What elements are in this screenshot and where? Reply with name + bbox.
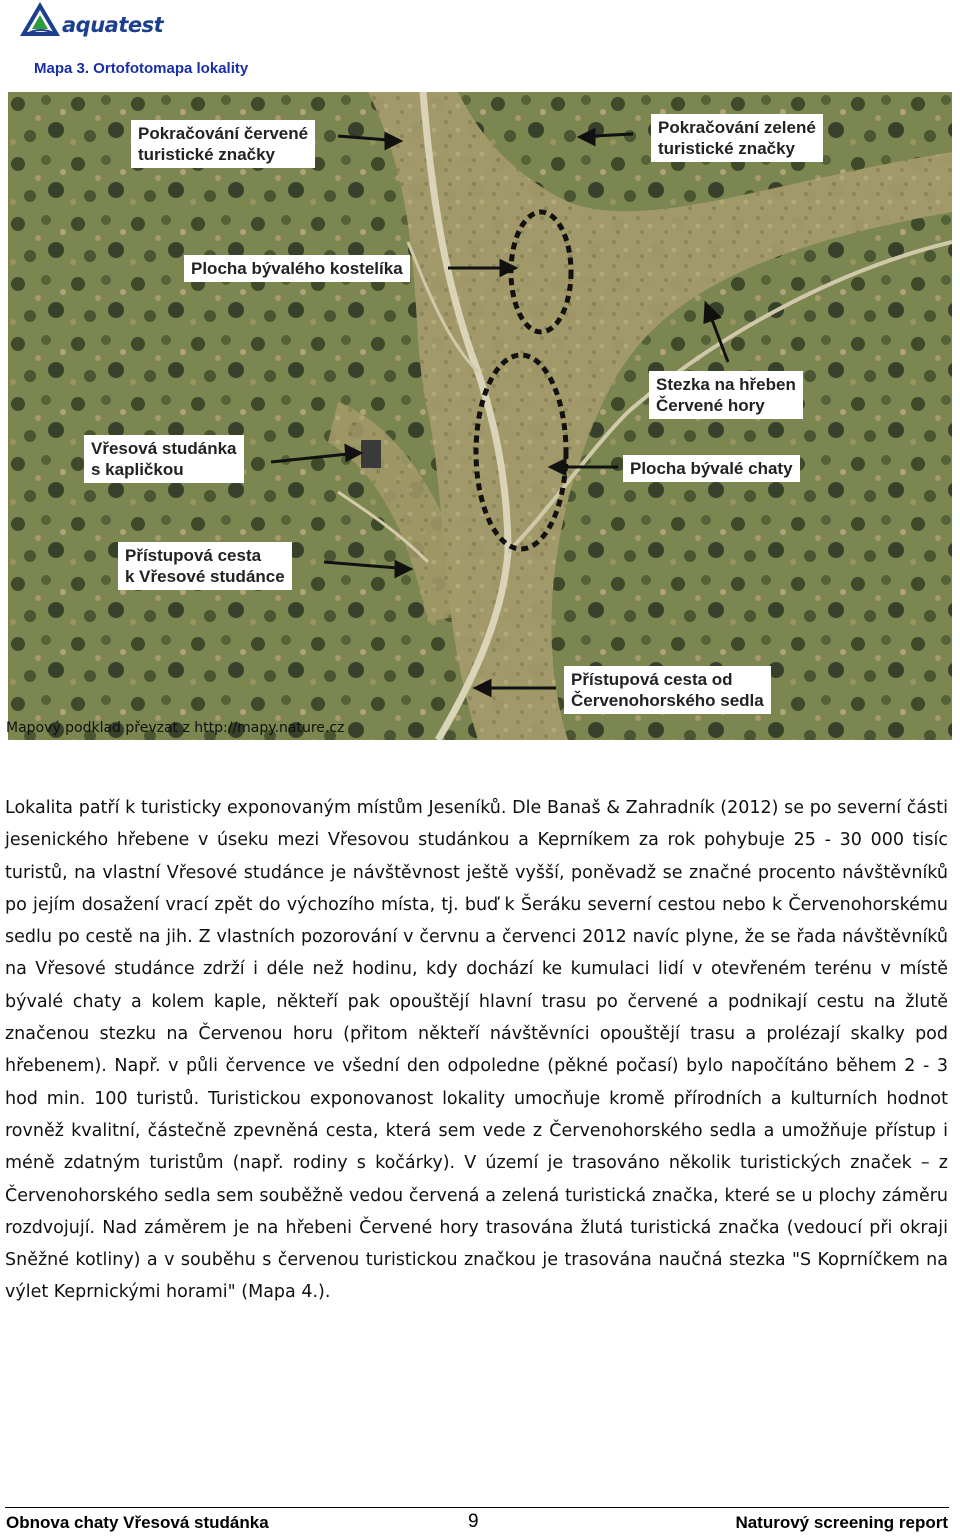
map-source: Mapový podklad převzat z http://mapy.nature.cz bbox=[6, 720, 345, 736]
label-spring-chapel: Vřesová studánka s kapličkou bbox=[84, 435, 244, 483]
body-paragraph: Lokalita patří k turisticky exponovaným místům Jeseníků. Dle Banaš & Zahradník (2012) se po severní části jesenického hřebene v úseku mezi Vřesovou studánkou a Keprníkem za rok pohybuje 25 - 30 000 tisíc turistů, na vlastní Vřesové studánce je návštěvnost ještě vyšší, poněvadž se značné procento návštěvníků po jejím dosažení vrací zpět do výchozího místa, tj. buď k Šeráku severní cestou nebo k Červenohorskému sedlu po cestě na jih. Z vlastních pozorování v červnu a červenci 2012 navíc plyne, že se řada návštěvníků na Vřesové studánce zdrží i déle než hodinu, kdy dochází ke kumulaci lidí v otevřeném terénu v místě bývalé chaty a kolem kaple, někteří pak opouštějí hlavní trasu po červené a podnikají cestu na žlutě značenou stezku na Červenou horu (přitom někteří návštěvníci opouštějí trasu a prolézají skalky pod hřebenem). Např. v půli července ve všední den odpoledne (pěkné počasí) bylo napočítáno během 2 - 3 hod min. 100 turistů. Turistickou exponovanost lokality umocňuje kromě přírodních a kulturních hodnot rovněž kvalitní, částečně zpevněná cesta, která sem vede z Červenohorského sedla a umožňuje přístup i méně zdatným turistům (např. rodiny s kočárky). V území je trasováno několik turistických značek – z Červenohorského sedla sem souběžně vedou červená a zelená turistická značka, které se u plochy záměru rozdvojují. Nad záměrem je na hřebeni Červené hory trasována žlutá turistická značka (vedoucí při okraji Sněžné kotliny) a v souběhu s červenou turistickou značkou je trasována naučná stezka "S Koprníčkem na výlet Keprnickými horami" (Mapa 4.). bbox=[5, 798, 948, 1303]
label-church-area: Plocha bývalého kostelíka bbox=[184, 255, 410, 282]
label-red-trail: Pokračování červené turistické značky bbox=[131, 120, 315, 168]
aquatest-triangle-logo-icon bbox=[18, 0, 62, 40]
aquatest-logo bbox=[18, 0, 178, 40]
label-access-path: Přístupová cesta k Vřesové studánce bbox=[118, 542, 292, 590]
map-caption: Mapa 3. Ortofotomapa lokality bbox=[34, 60, 249, 77]
footer-document-title: Obnova chaty Vřesová studánka bbox=[6, 1513, 269, 1532]
logo-text: aquatest bbox=[62, 13, 164, 37]
footer-report-title: Naturový screening report bbox=[735, 1513, 948, 1532]
page-number: 9 bbox=[468, 1511, 479, 1532]
label-green-trail: Pokračování zelené turistické značky bbox=[651, 114, 823, 162]
label-ridge-path: Stezka na hřeben Červené hory bbox=[649, 371, 803, 419]
orthophoto-map bbox=[8, 92, 952, 740]
orthophoto-image bbox=[8, 92, 952, 740]
label-access-saddle: Přístupová cesta od Červenohorského sedla bbox=[564, 666, 771, 714]
label-cottage-area: Plocha bývalé chaty bbox=[623, 455, 800, 482]
footer-divider bbox=[5, 1507, 949, 1508]
